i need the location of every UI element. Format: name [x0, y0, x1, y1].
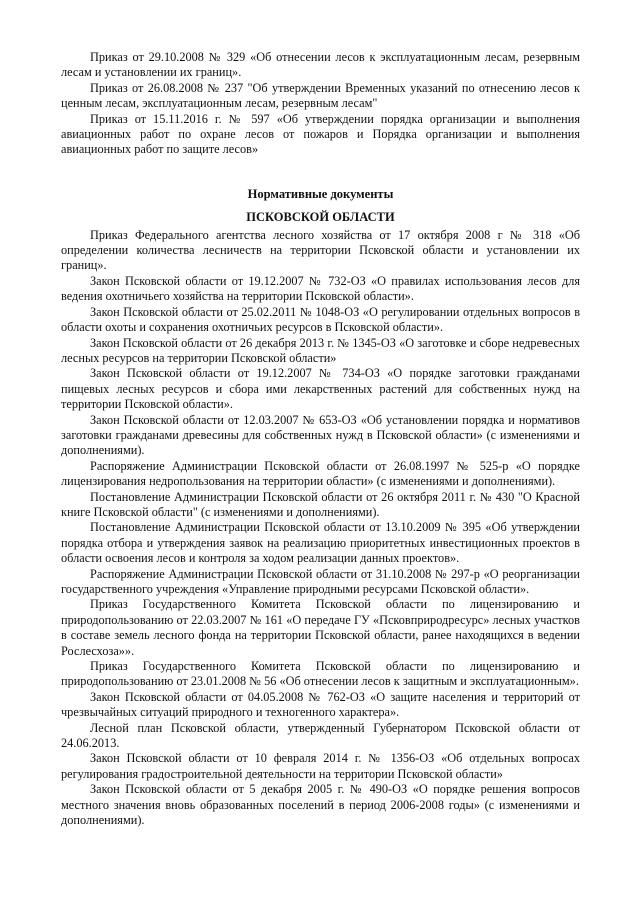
document-paragraph: Лесной план Псковской области, утвержденный Губернатором Псковской области от 24.06.2013.	[61, 720, 580, 751]
document-paragraph: Закон Псковской области от 26 декабря 2013 г. № 1345-ОЗ «О заготовке и сборе недревесных лесных ресурсов на территории Псковской области»	[61, 335, 580, 365]
document-paragraph: Распоряжение Администрации Псковской области от 31.10.2008 № 297-р «О реорганизации государственного учреждения «Управление природными ресурсами Псковской области».	[61, 566, 580, 596]
document-page	[61, 50, 580, 829]
document-paragraph: Приказ Федерального агентства лесного хозяйства от 17 октября 2008 г № 318 «Об определении количества лесничеств на территории Псковской области и установлении их границ».	[61, 227, 580, 273]
document-paragraph: Закон Псковской области от 12.03.2007 № 653-ОЗ «Об установлении порядка и нормативов заготовки гражданами древесины для собственных нужд в Псковской области» (с изменениями и дополнениями).	[61, 412, 580, 458]
document-paragraph: Приказ Государственного Комитета Псковской области по лицензированию и природопользованию от 23.01.2008 № 56 «Об отнесении лесов к защитным и эксплуатационным».	[61, 659, 580, 689]
document-paragraph: Закон Псковской области от 19.12.2007 № 732-ОЗ «О правилах использования лесов для ведения охотничьего хозяйства на территории Псковской области».	[61, 273, 580, 304]
document-paragraph: Закон Псковской области от 04.05.2008 № 762-ОЗ «О защите населения и территорий от чрезвычайных ситуаций природного и техногенного характера».	[61, 689, 580, 720]
section-heading: Нормативные документы	[247, 186, 394, 201]
document-paragraph: Приказ Государственного Комитета Псковской области по лицензированию и природопользованию от 22.03.2007 № 161 «О передаче ГУ «Псковприродресурс» лесных участков в составе земель лесного фонда на территории Псковской области, ранее находящихся в ведении Рослесхоза»».	[61, 597, 580, 658]
intro-paragraph-2: Приказ от 26.08.2008 № 237 "Об утверждении Временных указаний по отнесению лесов к ценным лесам, эксплуатационным лесам, резервным лесам"	[61, 80, 580, 111]
document-paragraph: Постановление Администрации Псковской области от 26 октября 2011 г. № 430 "О Красной книге Псковской области" (с изменениями и дополнениями).	[61, 489, 580, 519]
intro-paragraph-3: Приказ от 15.11.2016 г. № 597 «Об утверждении порядка организации и выполнения авиационных работ по охране лесов от пожаров и Порядка организации и выполнения авиационных работ по защите лесов»	[61, 111, 580, 157]
section-subheading: ПСКОВСКОЙ ОБЛАСТИ	[246, 210, 395, 225]
document-paragraph: Закон Псковской области от 19.12.2007 № 734-ОЗ «О порядке заготовки гражданами пищевых лесных ресурсов и сбора ими лекарственных растений для собственных нужд на территории Псковской области».	[61, 366, 580, 412]
intro-paragraph-1: Приказ от 29.10.2008 № 329 «Об отнесении лесов к эксплуатационным лесам, резервным лесам и установлении их границ».	[61, 50, 580, 80]
document-paragraph: Закон Псковской области от 10 февраля 2014 г. № 1356-ОЗ «Об отдельных вопросах регулирования градостроительной деятельности на территории Псковской области»	[61, 751, 580, 781]
document-paragraph: Постановление Администрации Псковской области от 13.10.2009 № 395 «Об утверждении порядка отбора и утверждения заявок на реализацию приоритетных инвестиционных проектов в области освоения лесов и контроля за ходом реализации данных проектов».	[61, 520, 580, 566]
document-paragraph: Распоряжение Администрации Псковской области от 26.08.1997 № 525-р «О порядке лицензирования недропользования на территории области» (с изменениями и дополнениями).	[61, 458, 580, 489]
document-paragraph: Закон Псковской области от 25.02.2011 № 1048-ОЗ «О регулировании отдельных вопросов в области охоты и сохранения охотничьих ресурсов в Псковской области».	[61, 304, 580, 335]
document-paragraph: Закон Псковской области от 5 декабря 2005 г. № 490-ОЗ «О порядке решения вопросов местного значения вновь образованных поселений в период 2006-2008 годы» (с изменениями и дополнениями).	[61, 782, 580, 828]
